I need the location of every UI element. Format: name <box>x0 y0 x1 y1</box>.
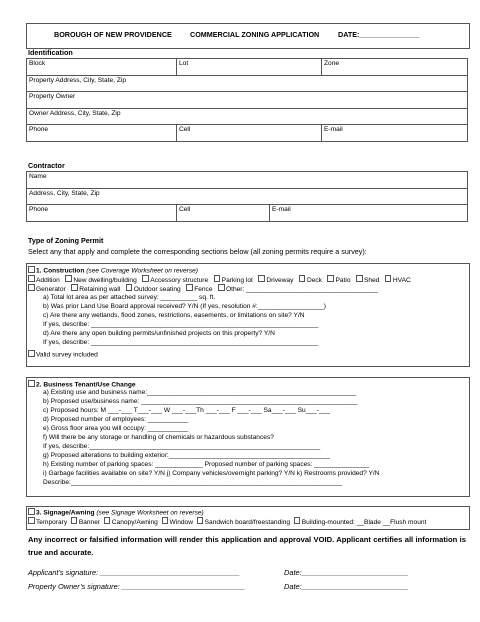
contractor-email-field[interactable]: E-mail <box>270 205 468 222</box>
construction-item-d-describe[interactable]: If yes, describe: ______________________________________________________________ <box>43 339 319 346</box>
identification-heading: Identification <box>28 48 73 57</box>
permit-instruction: Select any that apply and complete the corresponding sections below (all zoning permits require a survey): <box>28 247 367 256</box>
certification-text: Any incorrect or falsified information will render this application and approval VOID. Applicant certifies all information is true and accurate. <box>28 535 466 557</box>
business-item-d[interactable]: d) Proposed number of employees: ___________ <box>43 416 189 423</box>
business-item-describe[interactable]: Describe:__________________________________________________________________________ <box>43 479 343 486</box>
option-generator[interactable]: Generator <box>28 286 66 293</box>
option-deck[interactable]: Deck <box>299 277 322 284</box>
option-canopy-awning[interactable]: Canopy/Awning <box>104 519 158 526</box>
option-fence[interactable]: Fence <box>186 286 212 293</box>
applicant-date[interactable]: Date:__________________________ <box>284 568 409 577</box>
lot-field[interactable]: Lot <box>177 59 322 76</box>
signage-title-row <box>28 508 204 517</box>
option-other[interactable]: Other: ____________________________________ <box>218 286 378 293</box>
owner-email-field[interactable]: E-mail <box>322 125 468 142</box>
permit-heading: Type of Zoning Permit <box>28 236 104 245</box>
survey-label: Valid survey included <box>36 351 98 359</box>
option-window[interactable]: Window <box>162 519 193 526</box>
owner-cell-field[interactable]: Cell <box>177 125 322 142</box>
option-addition[interactable]: Addition <box>28 277 60 284</box>
zone-field[interactable]: Zone <box>322 59 468 76</box>
survey-row[interactable] <box>28 350 98 359</box>
construction-item-c-describe[interactable]: If yes, describe: ______________________________________________________________ <box>43 321 319 328</box>
option-shed[interactable]: Shed <box>356 277 379 284</box>
date-field[interactable]: DATE:_______________ <box>338 30 420 39</box>
construction-options-row1 <box>28 275 411 284</box>
business-checkbox[interactable] <box>28 380 35 387</box>
construction-options-row2 <box>28 284 378 293</box>
business-item-e[interactable]: e) Gross floor area you will occupy: ___________ <box>43 425 189 432</box>
option-parking-lot[interactable]: Parking lot <box>214 277 253 284</box>
municipality-name: BOROUGH OF NEW PROVIDENCE <box>54 30 172 39</box>
option-retaining-wall[interactable]: Retaining wall <box>71 286 120 293</box>
signage-options-row <box>28 517 426 526</box>
owner-signature[interactable]: Property Owner’s signature: ______________________________ <box>28 582 246 591</box>
block-field[interactable]: Block <box>27 59 177 76</box>
construction-item-b[interactable]: b) Was prior Land Use Board approval received? Y/N (If yes, resolution #:__________________) <box>43 303 326 310</box>
signage-title: 3. Signage/Awning <box>36 509 95 517</box>
owner-address-field[interactable]: Owner Address, City, State, Zip <box>27 108 468 125</box>
signage-note: (see Signage Worksheet on reverse) <box>96 509 204 517</box>
signage-checkbox[interactable] <box>28 508 35 515</box>
option-patio[interactable]: Patio <box>327 277 350 284</box>
contractor-phone-field[interactable]: Phone <box>27 205 177 222</box>
construction-item-c[interactable]: c) Are there any wetlands, flood zones, restrictions, easements, or limitations on site? Y/N <box>43 312 305 319</box>
business-item-f[interactable]: f) Will there be any storage or handling of chemicals or hazardous substances? <box>43 434 274 441</box>
business-item-f-describe[interactable]: If yes, describe:_______________________________________________________________ <box>43 443 321 450</box>
construction-title: 1. Construction <box>36 267 85 275</box>
property-address-field[interactable]: Property Address, City, State, Zip <box>27 75 468 92</box>
business-item-g[interactable]: g) Proposed alterations to building exterior:____________________________________________ <box>43 452 331 459</box>
business-item-b[interactable]: b) Proposed use/business name: ___________________________________________________________ <box>43 398 358 405</box>
option-temporary[interactable]: Temporary <box>28 519 67 526</box>
contractor-heading: Contractor <box>28 161 65 170</box>
owner-date[interactable]: Date:__________________________ <box>284 582 409 591</box>
option-sandwich-board[interactable]: Sandwich board/freestanding <box>197 519 290 526</box>
contractor-table <box>26 171 468 222</box>
business-item-i[interactable]: i) Garbage facilities available on site? Y/N j) Company vehicles/overnight parking? Y/N k) Restrooms provided? Y/N <box>43 470 380 477</box>
identification-table <box>26 58 468 142</box>
business-title: 2. Business Tenant/Use Change <box>36 381 136 389</box>
construction-checkbox[interactable] <box>28 266 35 273</box>
form-title: COMMERCIAL ZONING APPLICATION <box>190 30 320 39</box>
option-building-mounted[interactable]: Building-mounted: __Blade __Flush mount <box>294 519 427 526</box>
construction-title-row <box>28 266 198 275</box>
construction-item-d[interactable]: d) Are there any open building permits/unfinished projects on this property? Y/N <box>43 330 275 337</box>
property-owner-field[interactable]: Property Owner <box>27 92 468 109</box>
owner-phone-field[interactable]: Phone <box>27 125 177 142</box>
business-title-row <box>28 380 136 389</box>
option-banner[interactable]: Banner <box>71 519 100 526</box>
option-hvac[interactable]: HVAC <box>385 277 411 284</box>
contractor-cell-field[interactable]: Cell <box>177 205 270 222</box>
construction-item-a[interactable]: a) Total lot area as per attached survey: __________ sq. ft. <box>43 294 216 301</box>
construction-note: (see Coverage Worksheet on reverse) <box>86 267 198 275</box>
option-driveway[interactable]: Driveway <box>258 277 293 284</box>
contractor-address-field[interactable]: Address, City, State, Zip <box>27 188 468 205</box>
business-item-h[interactable]: h) Existing number of parking spaces: _____________ Proposed number of parking spaces: _______________ <box>43 461 370 468</box>
business-item-a[interactable]: a) Existing use and business name:_________________________________________________________ <box>43 389 357 396</box>
contractor-name-field[interactable]: Name <box>27 172 468 189</box>
business-item-c[interactable]: c) Proposed hours: M ___-___ T___-___ W ___-___Th ___-___ F ___-___ Sa___-___ Su___-___ <box>43 407 330 414</box>
option-accessory-structure[interactable]: Accessory structure <box>142 277 208 284</box>
option-new-dwelling[interactable]: New dwelling/building <box>65 277 136 284</box>
option-outdoor-seating[interactable]: Outdoor seating <box>126 286 181 293</box>
survey-checkbox[interactable] <box>28 350 35 357</box>
applicant-signature[interactable]: Applicant’s signature: __________________________________ <box>28 568 240 577</box>
